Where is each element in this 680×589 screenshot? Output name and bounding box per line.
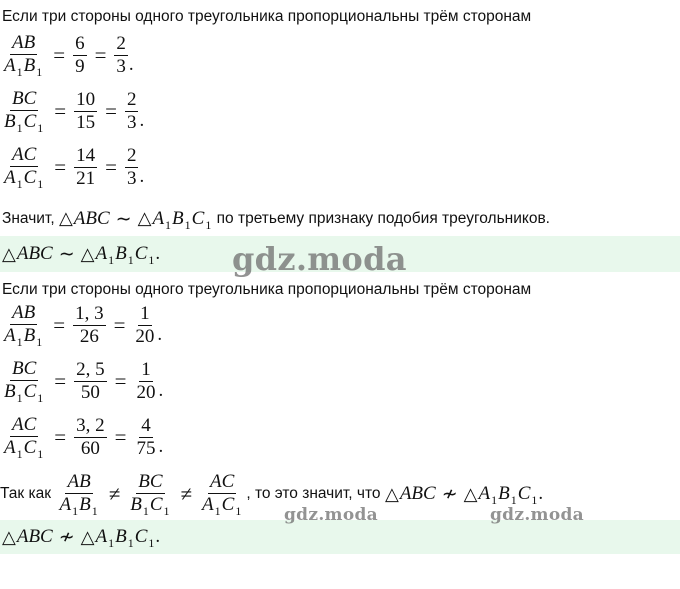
ratio-row-1: $\frac{AB}{A_1B_1}$ = $\frac{6}{9}$ = $\frac{2}{3}$ . <box>4 32 134 79</box>
watermark-logo: gdz.moda <box>284 505 378 525</box>
simplified-fraction: $\frac{1}{20}$ <box>136 358 156 403</box>
value-fraction: $\frac{1, 3}{26}$ <box>75 302 104 347</box>
ratio-fraction: $\frac{BC}{B_1C_1}$ <box>4 88 44 135</box>
ratio-row-4: $\frac{AB}{A_1B_1}$ = $\frac{1, 3}{26}$ = $\frac{1}{20}$ . <box>4 302 163 349</box>
simplified-fraction: $\frac{1}{20}$ <box>135 302 155 347</box>
simplified-fraction: $\frac{4}{75}$ <box>136 414 156 459</box>
watermark-logo: gdz.moda <box>490 505 584 525</box>
ratio-row-5: $\frac{BC}{B_1C_1}$ = $\frac{2, 5}{50}$ = $\frac{1}{20}$ . <box>4 358 164 405</box>
simplified-fraction: $\frac{2}{3}$ <box>126 144 137 189</box>
ratio-row-2: $\frac{BC}{B_1C_1}$ = $\frac{10}{15}$ = $\frac{2}{3}$ . <box>4 88 145 135</box>
watermark-logo: gdz.moda <box>232 240 407 278</box>
answer-band-2: △ ABC ≁ △ $A_1B_1C_1$ . <box>0 520 680 554</box>
ratio-fraction: $\frac{BC}{B_1C_1}$ <box>4 358 44 405</box>
ratio-fraction: $\frac{AC}{A_1C_1}$ <box>202 471 242 518</box>
ratio-fraction: $\frac{AB}{A_1B_1}$ <box>4 32 43 79</box>
ratio-fraction: $\frac{AC}{A_1C_1}$ <box>4 414 44 461</box>
value-fraction: $\frac{6}{9}$ <box>75 32 85 77</box>
ratio-row-6: $\frac{AC}{A_1C_1}$ = $\frac{3, 2}{60}$ = $\frac{4}{75}$ . <box>4 414 164 461</box>
ratio-fraction: $\frac{AB}{A_1B_1}$ <box>59 471 98 518</box>
since-statement: Так как $\frac{AB}{A_1B_1}$ ≠ $\frac{BC}{B_1C_1}$ ≠ $\frac{AC}{A_1C_1}$ , то это значит, что △ ABC ≁ △ $A_1B_1C_1$ . <box>0 471 544 518</box>
ratio-row-3: $\frac{AC}{A_1C_1}$ = $\frac{14}{21}$ = $\frac{2}{3}$ . <box>4 144 145 191</box>
value-fraction: $\frac{10}{15}$ <box>76 88 96 133</box>
section1-intro: Если три стороны одного треугольника пропорциональны трём сторонам <box>2 8 532 25</box>
answer-band-1: △ ABC ∼ △ $A_1B_1C_1$ . <box>0 236 680 272</box>
section2-intro: Если три стороны одного треугольника пропорциональны трём сторонам <box>2 281 532 298</box>
ratio-fraction: $\frac{AB}{A_1B_1}$ <box>4 302 43 349</box>
value-fraction: $\frac{14}{21}$ <box>76 144 96 189</box>
simplified-fraction: $\frac{2}{3}$ <box>116 32 126 77</box>
value-fraction: $\frac{3, 2}{60}$ <box>76 414 105 459</box>
section1-conclusion: Значит, △ ABC ∼ △ $A_1B_1C_1$ по третьему признаку подобия треугольников. <box>2 207 550 232</box>
simplified-fraction: $\frac{2}{3}$ <box>126 88 137 133</box>
value-fraction: $\frac{2, 5}{50}$ <box>76 358 105 403</box>
ratio-fraction: $\frac{BC}{B_1C_1}$ <box>130 471 170 518</box>
ratio-fraction: $\frac{AC}{A_1C_1}$ <box>4 144 44 191</box>
